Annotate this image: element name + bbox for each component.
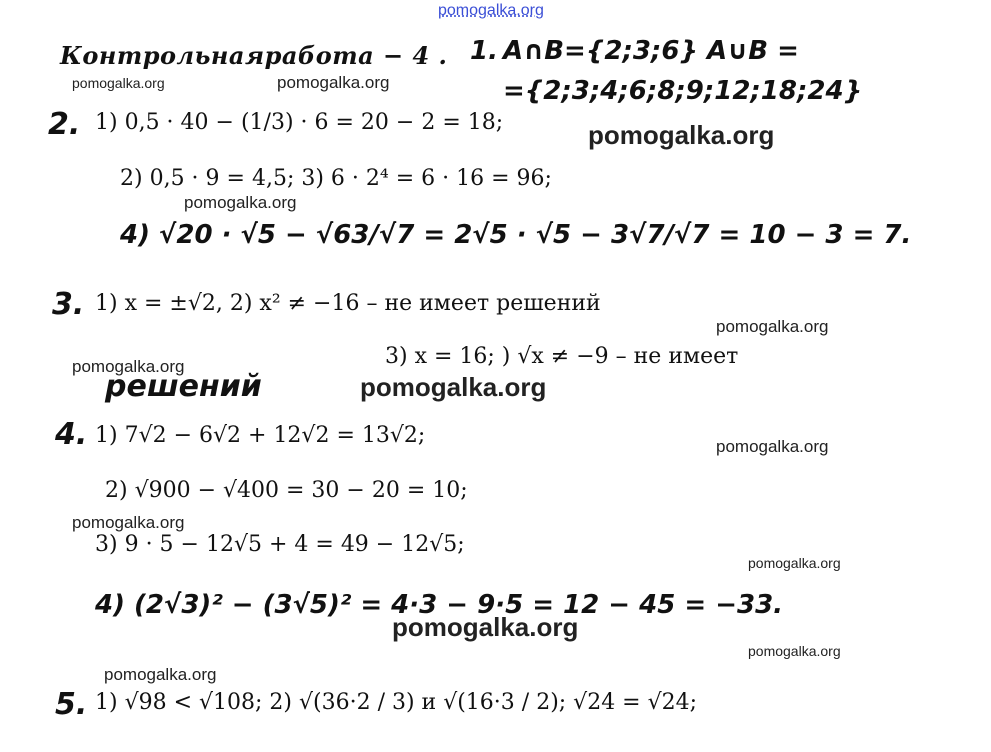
task4-item3: 3) 9 · 5 − 12√5 + 4 = 49 − 12√5; — [95, 532, 465, 557]
task1-line1: A∩B={2;3;6} A∪B = — [503, 36, 799, 66]
task3-number: 3. — [52, 287, 85, 322]
watermark: pomogalka.org — [184, 193, 297, 212]
task1-number: 1. — [470, 36, 498, 66]
watermark: pomogalka.org — [72, 513, 185, 532]
watermark: pomogalka.org — [72, 357, 185, 376]
watermark: pomogalka.org — [72, 75, 165, 91]
task3-item3: 3) x = 16; ) √x ≠ −9 – не имеет — [385, 344, 739, 369]
task5-item1: 1) √98 < √108; 2) √(36·2 / 3) и √(16·3 / 2); √24 = √24; — [95, 690, 698, 715]
task3-item1: 1) x = ±√2, 2) x² ≠ −16 – не имеет решений — [95, 291, 601, 316]
watermark: pomogalka.org — [748, 643, 841, 659]
watermark: pomogalka.org — [360, 372, 547, 402]
task4-item2: 2) √900 − √400 = 30 − 20 = 10; — [105, 478, 468, 503]
task4-item1: 1) 7√2 − 6√2 + 12√2 = 13√2; — [95, 423, 426, 448]
watermark: pomogalka.org — [716, 317, 829, 336]
page-title: Контрольнаяработа − 4 . — [60, 41, 448, 70]
watermark: pomogalka.org — [104, 665, 217, 684]
task2-item4: 4) √20 · √5 − √63/√7 = 2√5 · √5 − 3√7/√7 = 10 − 3 = 7. — [120, 220, 912, 250]
task2-item1: 1) 0,5 · 40 − (1/3) · 6 = 20 − 2 = 18; — [95, 110, 504, 135]
task5-number: 5. — [55, 687, 88, 722]
watermark: pomogalka.org — [748, 555, 841, 571]
task1-line2: ={2;3;4;6;8;9;12;18;24} — [503, 76, 863, 106]
task4-item4: 4) (2√3)² − (3√5)² = 4·3 − 9·5 = 12 − 45 = −33. — [95, 590, 784, 620]
watermark: pomogalka.org — [392, 612, 579, 642]
site-link[interactable]: pomogalka.org — [438, 2, 544, 19]
task2-number: 2. — [48, 107, 81, 142]
task2-item2: 2) 0,5 · 9 = 4,5; 3) 6 · 2⁴ = 6 · 16 = 96; — [120, 166, 552, 191]
watermark: pomogalka.org — [277, 73, 390, 92]
watermark: pomogalka.org — [716, 437, 829, 456]
watermark: pomogalka.org — [588, 120, 775, 150]
task3-continuation: решений — [105, 369, 262, 404]
task4-number: 4. — [55, 417, 88, 452]
